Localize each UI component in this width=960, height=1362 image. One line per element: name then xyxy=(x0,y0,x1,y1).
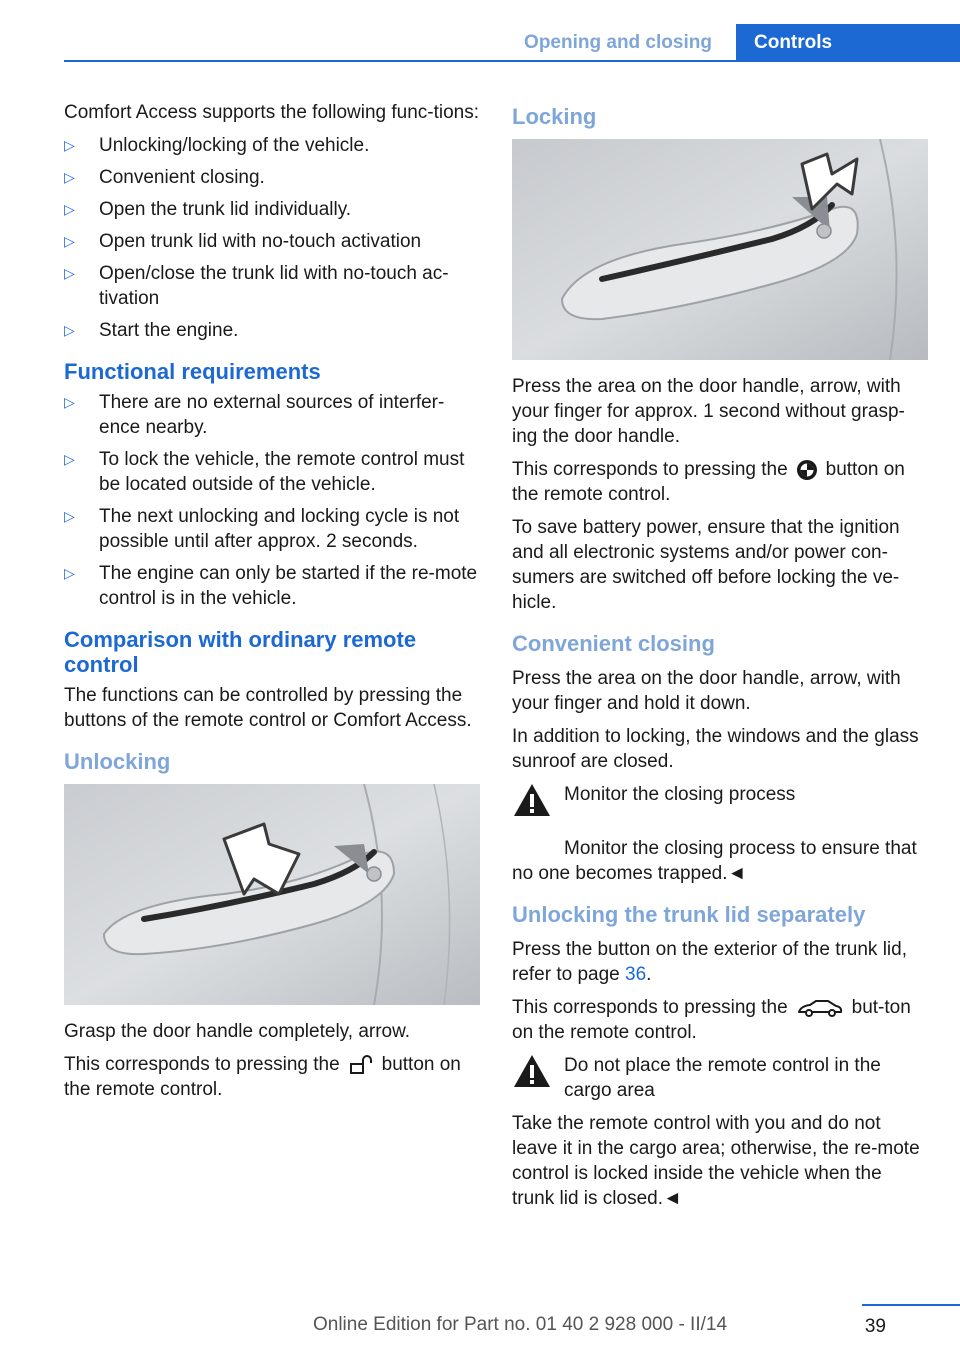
page-reference-link[interactable]: 36 xyxy=(625,964,647,985)
list-item: ▷ Unlocking/locking of the vehicle. xyxy=(64,135,370,156)
locking-button-text: This corresponds to pressing the button on the remote control. xyxy=(512,459,905,505)
triangle-bullet-icon: ▷ xyxy=(64,322,75,338)
feature-list xyxy=(64,133,480,343)
trunk-unlock-heading: Unlocking the trunk lid separately xyxy=(512,902,866,927)
list-item: ▷ Open the trunk lid individually. xyxy=(64,199,352,220)
list-item: ▷ Convenient closing. xyxy=(64,167,265,188)
header-section-title: Opening and closing xyxy=(524,32,712,53)
triangle-bullet-icon: ▷ xyxy=(64,508,75,524)
requirements-list xyxy=(64,390,480,611)
unlock-icon xyxy=(348,1054,374,1076)
triangle-bullet-icon: ▷ xyxy=(64,394,75,410)
bmw-logo-lock-icon xyxy=(796,459,818,481)
edition-text: Online Edition for Part no. 01 40 2 928 000 - II/14 xyxy=(312,1314,728,1335)
warning-title: Monitor the closing process xyxy=(564,784,796,805)
triangle-bullet-icon: ▷ xyxy=(64,201,75,217)
unlocking-caption: Grasp the door handle completely, arrow. xyxy=(64,1021,411,1042)
locking-heading: Locking xyxy=(512,104,597,129)
comparison-heading: Comparison with ordinary remote control xyxy=(64,627,417,677)
page-number: 39 xyxy=(864,1316,886,1337)
list-item: ▷ Open/close the trunk lid with no-touch ac-tivation xyxy=(64,263,449,309)
convenient-text-2: In addition to locking, the windows and the glass sunroof are closed. xyxy=(512,726,919,772)
intro-text: Comfort Access supports the following func-tions: xyxy=(64,102,480,123)
battery-text: To save battery power, ensure that the ignition and all electronic systems and/or power con-sumers are switched off before locking the ve-hicle. xyxy=(512,517,900,613)
triangle-bullet-icon: ▷ xyxy=(64,565,75,581)
warning-body: Monitor the closing process to ensure that no one becomes trapped.◄ xyxy=(512,838,917,884)
list-item: ▷ There are no external sources of interfer-ence nearby. xyxy=(64,392,445,438)
functional-requirements-heading: Functional requirements xyxy=(64,359,321,384)
warning-closing-process xyxy=(512,782,928,832)
warning-triangle-icon xyxy=(512,1053,552,1089)
triangle-bullet-icon: ▷ xyxy=(64,451,75,467)
triangle-bullet-icon: ▷ xyxy=(64,137,75,153)
warning-triangle-icon xyxy=(512,782,552,818)
footer-rule xyxy=(862,1304,960,1306)
door-handle-locking-photo xyxy=(512,139,928,360)
list-item: ▷ To lock the vehicle, the remote control must be located outside of the vehicle. xyxy=(64,449,465,495)
right-column xyxy=(512,100,928,1219)
left-column xyxy=(64,100,480,1110)
trunk-button-text: This corresponds to pressing the but-ton on the remote control. xyxy=(512,997,911,1043)
warning-title: Do not place the remote control in the cargo area xyxy=(564,1055,881,1101)
triangle-bullet-icon: ▷ xyxy=(64,169,75,185)
convenient-closing-heading: Convenient closing xyxy=(512,631,715,656)
triangle-bullet-icon: ▷ xyxy=(64,265,75,281)
locking-text: Press the area on the door handle, arrow, with your finger for approx. 1 second without grasp-ing the door handle. xyxy=(512,376,905,447)
list-item: ▷ The next unlocking and locking cycle is not possible until after approx. 2 seconds. xyxy=(64,506,460,552)
list-item: ▷ Start the engine. xyxy=(64,320,239,341)
triangle-bullet-icon: ▷ xyxy=(64,233,75,249)
list-item: ▷ Open trunk lid with no-touch activation xyxy=(64,231,422,252)
unlocking-heading: Unlocking xyxy=(64,749,171,774)
unlocking-button-text: This corresponds to pressing the button on the remote control. xyxy=(64,1054,461,1100)
door-handle-unlocking-photo xyxy=(64,784,480,1005)
warning-body: Take the remote control with you and do not leave it in the cargo area; otherwise, the re-mote control is locked inside the vehicle when the trunk lid is closed.◄ xyxy=(512,1113,920,1209)
car-trunk-icon xyxy=(796,997,844,1019)
convenient-text: Press the area on the door handle, arrow, with your finger and hold it down. xyxy=(512,668,901,714)
warning-cargo-area xyxy=(512,1053,928,1103)
list-item: ▷ The engine can only be started if the re-mote control is in the vehicle. xyxy=(64,563,478,609)
comparison-text: The functions can be controlled by pressing the buttons of the remote control or Comfort Access. xyxy=(64,685,472,731)
header-rule xyxy=(64,60,960,62)
header-chapter-tab: Controls xyxy=(736,24,960,62)
trunk-text: Press the button on the exterior of the trunk lid, refer to page 36. xyxy=(512,939,908,985)
